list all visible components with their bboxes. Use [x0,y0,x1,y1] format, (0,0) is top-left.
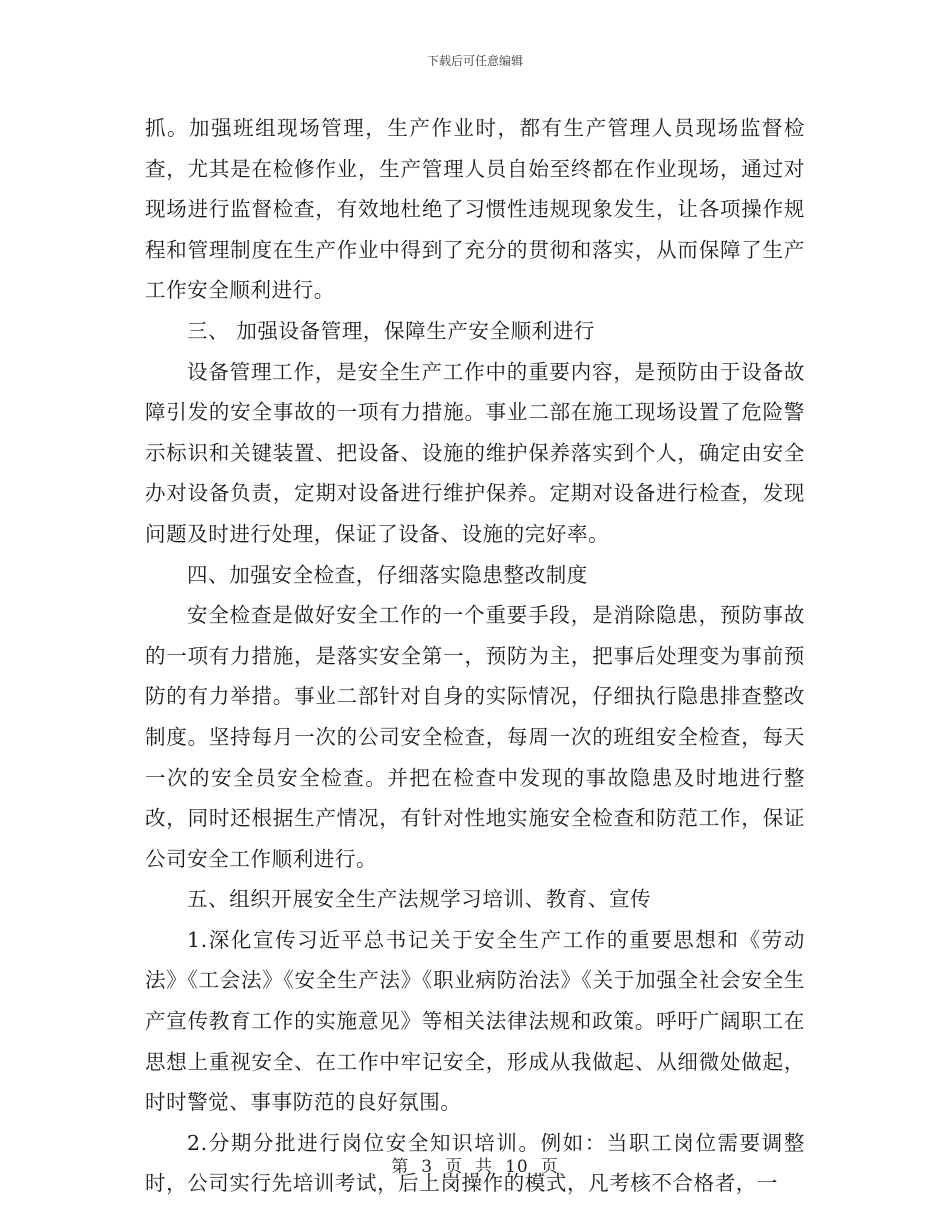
list-item: 2.分期分批进行岗位安全知识培训。例如：当职工岗位需要调整时，公司实行先培训考试，后上岗操作的模式，凡考核不合格者，一 [145,1130,805,1196]
footer-page-word: 页 [445,1157,464,1177]
section-heading-4: 四、加强安全检查，仔细落实隐患整改制度 [187,562,588,587]
section-heading-5: 五、组织开展安全生产法规学习培训、教育、宣传 [187,887,652,912]
document-body [145,108,805,1204]
footer-total-word: 共 [475,1157,494,1177]
page-header: 下载后可任意编辑 [426,54,523,68]
page-footer [0,1152,950,1177]
list-item: 1.深化宣传习近平总书记关于安全生产工作的重要思想和《劳动法》《工会法》《安全生产法》《职业病防治法》《关于加强全社会安全生产宣传教育工作的实施意见》等相关法律法规和政策。呼吁广阔职工在思想上重视安全、在工作中牢记安全，形成从我做起、从细微处做起，时时警觉、事事防范的良好氛围。 [145,927,805,1115]
paragraph: 安全检查是做好安全工作的一个重要手段，是消除隐患，预防事故的一项有力措施，是落实安全第一，预防为主，把事后处理变为事前预防的有力举措。事业二部针对自身的实际情况，仔细执行隐患排查整改制度。坚持每月一次的公司安全检查，每周一次的班组安全检查，每天一次的安全员安全检查。并把在检查中发现的事故隐患及时地进行整改，同时还根据生产情况，有针对性地实施安全检查和防范工作，保证公司安全工作顺利进行。 [145,603,805,871]
footer-suffix: 页 [540,1157,559,1177]
current-page-number: 3 [421,1157,434,1177]
paragraph-continuation: 抓。加强班组现场管理，生产作业时，都有生产管理人员现场监督检查，尤其是在检修作业，生产管理人员自始至终都在作业现场，通过对现场进行监督检查，有效地杜绝了习惯性违规现象发生，让各项操作规程和管理制度在生产作业中得到了充分的贯彻和落实，从而保障了生产工作安全顺利进行。 [145,116,805,303]
footer-prefix: 第 [391,1157,410,1177]
total-pages-number: 10 [505,1157,529,1177]
paragraph: 设备管理工作，是安全生产工作中的重要内容，是预防由于设备故障引发的安全事故的一项有力措施。事业二部在施工现场设置了危险警示标识和关键装置、把设备、设施的维护保养落实到个人，确定由安全办对设备负责，定期对设备进行维护保养。定期对设备进行检查，发现问题及时进行处理，保证了设备、设施的完好率。 [145,359,805,546]
section-heading-3: 三、 加强设备管理，保障生产安全顺利进行 [187,318,596,343]
